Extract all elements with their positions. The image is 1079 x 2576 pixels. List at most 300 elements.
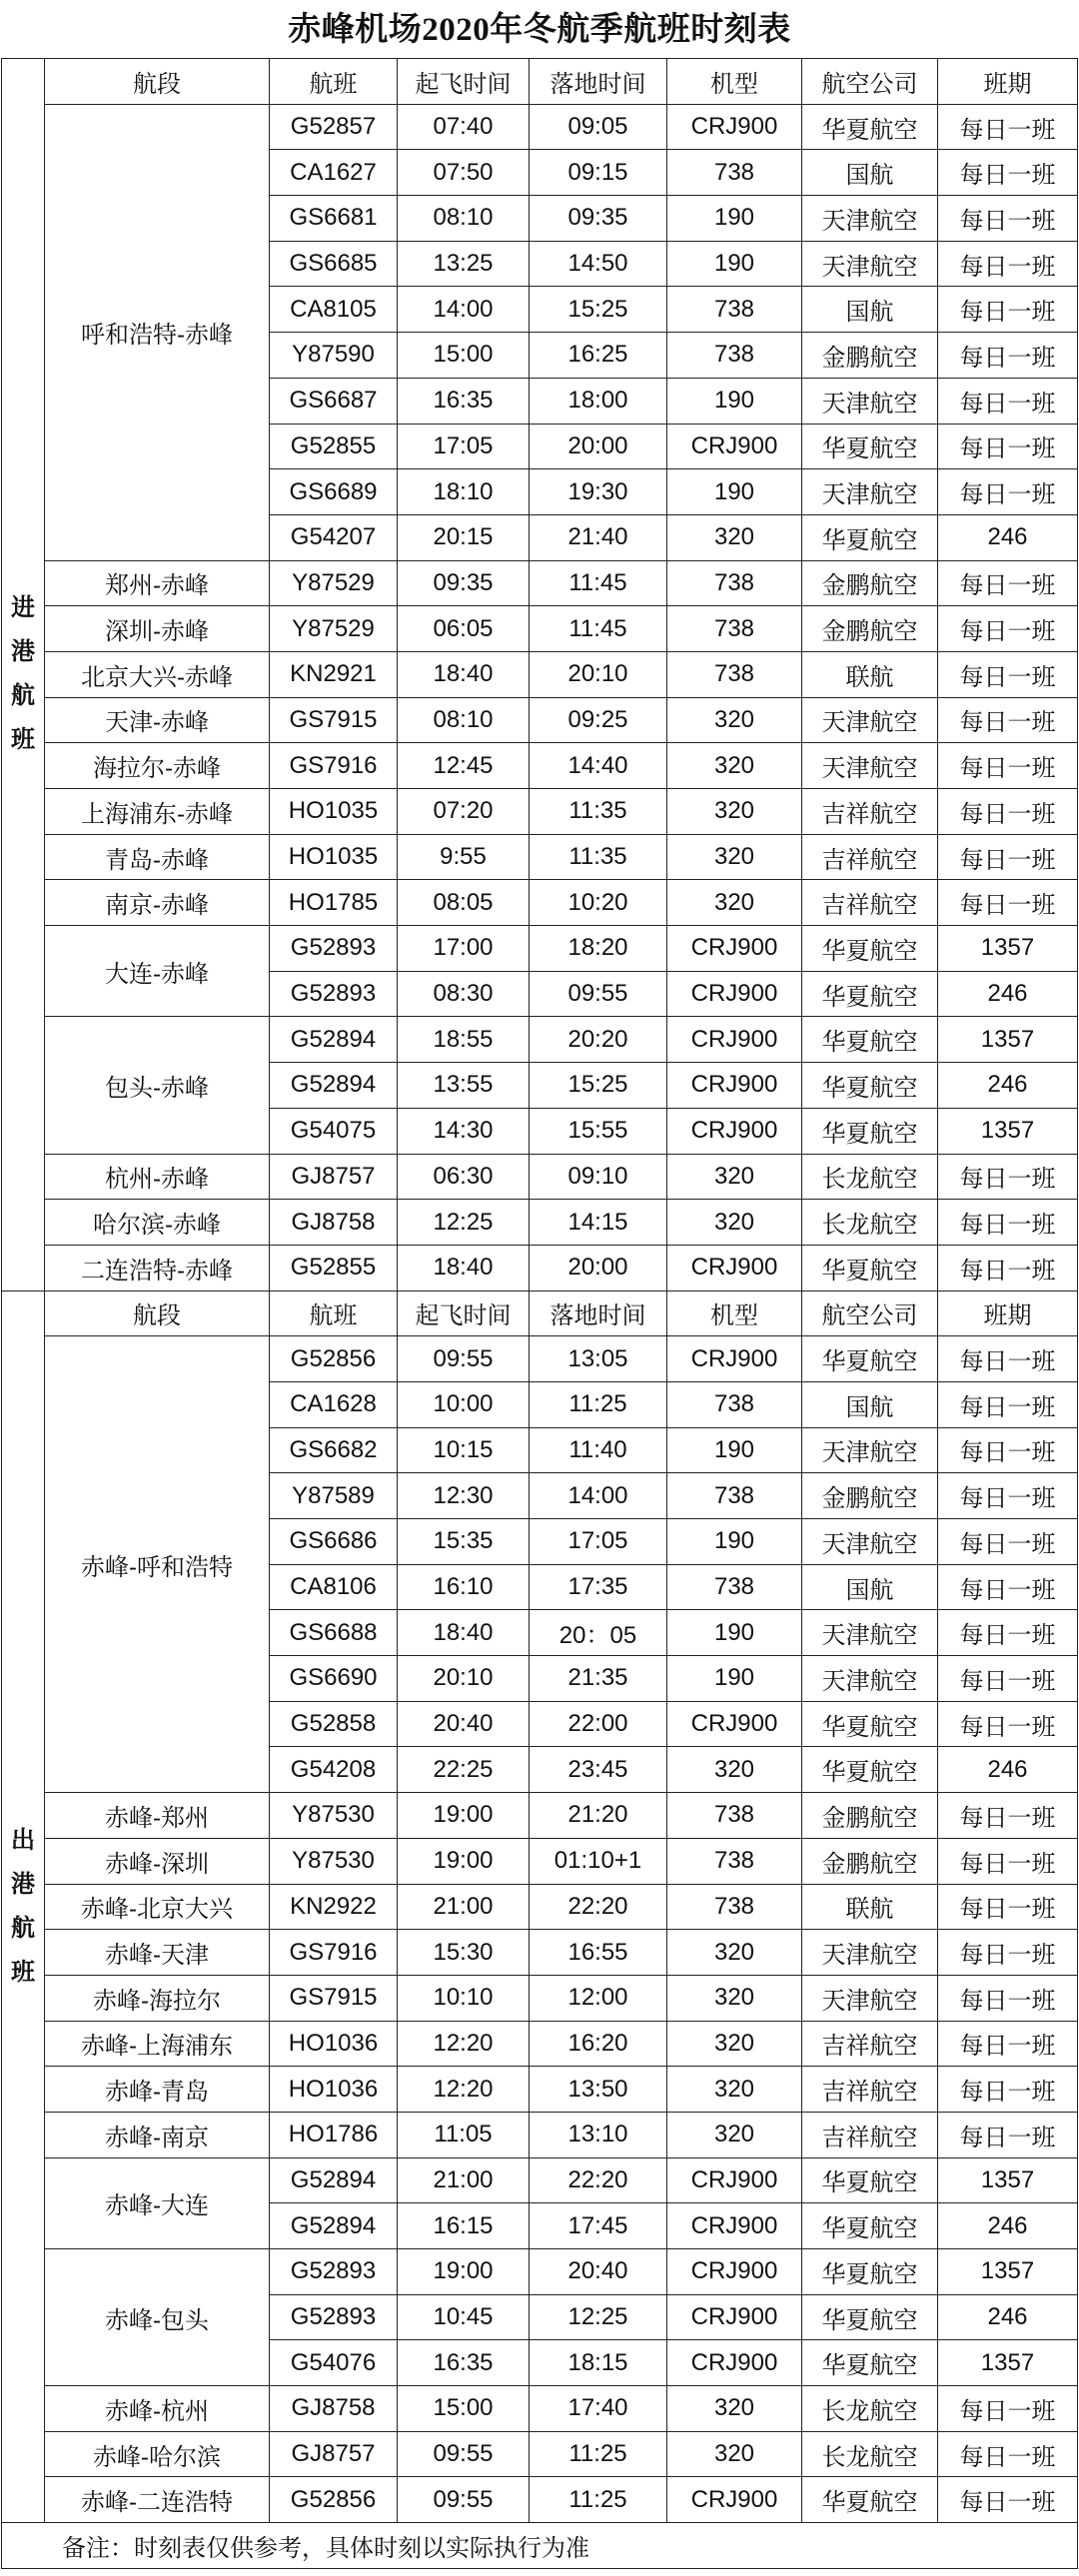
route-cell: 赤峰-北京大兴 (45, 1885, 270, 1931)
column-header: 航段 (45, 59, 270, 105)
arrival-time-cell: 01:10+1 (530, 1839, 667, 1885)
aircraft-type-cell: CRJ900 (667, 1246, 802, 1291)
schedule-cell: 每日一班 (938, 2113, 1078, 2158)
airline-cell: 吉祥航空 (802, 2113, 938, 2158)
airline-cell: 华夏航空 (802, 1747, 938, 1793)
departure-time-cell: 17:05 (398, 425, 530, 470)
airline-cell: 金鹏航空 (802, 333, 938, 379)
route-cell: 赤峰-哈尔滨 (45, 2432, 270, 2478)
schedule-cell: 每日一班 (938, 196, 1078, 242)
airline-cell: 华夏航空 (802, 2249, 938, 2295)
arrival-time-cell: 20:40 (530, 2249, 667, 2295)
aircraft-type-cell: 320 (667, 2432, 802, 2478)
aircraft-type-cell: 738 (667, 652, 802, 698)
aircraft-type-cell: 738 (667, 1382, 802, 1428)
route-cell: 赤峰-天津 (45, 1930, 270, 1976)
flight-number-cell: G52894 (270, 1017, 398, 1063)
route-cell: 郑州-赤峰 (45, 561, 270, 607)
airline-cell: 华夏航空 (802, 2158, 938, 2204)
departure-time-cell: 16:15 (398, 2203, 530, 2249)
aircraft-type-cell: 320 (667, 789, 802, 835)
flight-number-cell: G52857 (270, 105, 398, 151)
aircraft-type-cell: CRJ900 (667, 1017, 802, 1063)
departure-time-cell: 13:25 (398, 242, 530, 288)
departure-time-cell: 18:40 (398, 1246, 530, 1291)
departure-time-cell: 22:25 (398, 1747, 530, 1793)
schedule-cell: 1357 (938, 1109, 1078, 1155)
flight-number-cell: G52856 (270, 1336, 398, 1382)
route-cell: 南京-赤峰 (45, 880, 270, 926)
departure-time-cell: 16:35 (398, 2340, 530, 2386)
departure-time-cell: 12:20 (398, 2022, 530, 2068)
departure-time-cell: 19:00 (398, 2249, 530, 2295)
flight-number-cell: Y87589 (270, 1473, 398, 1519)
airline-cell: 吉祥航空 (802, 789, 938, 835)
airline-cell: 华夏航空 (802, 2203, 938, 2249)
flight-number-cell: GS6690 (270, 1656, 398, 1702)
schedule-cell: 每日一班 (938, 425, 1078, 470)
airline-cell: 天津航空 (802, 469, 938, 515)
departure-time-cell: 08:10 (398, 196, 530, 242)
aircraft-type-cell: CRJ900 (667, 2249, 802, 2295)
arrival-time-cell: 13:50 (530, 2067, 667, 2113)
schedule-cell: 每日一班 (938, 652, 1078, 698)
schedule-cell: 每日一班 (938, 561, 1078, 607)
schedule-cell: 每日一班 (938, 2432, 1078, 2478)
departure-time-cell: 07:40 (398, 105, 530, 151)
route-cell: 包头-赤峰 (45, 1017, 270, 1154)
aircraft-type-cell: CRJ900 (667, 2340, 802, 2386)
route-cell: 上海浦东-赤峰 (45, 789, 270, 835)
aircraft-type-cell: CRJ900 (667, 1109, 802, 1155)
departure-time-cell: 18:40 (398, 1610, 530, 1656)
departure-time-cell: 09:35 (398, 561, 530, 607)
airline-cell: 华夏航空 (802, 1336, 938, 1382)
flight-number-cell: G52894 (270, 2203, 398, 2249)
flight-number-cell: HO1786 (270, 2113, 398, 2158)
aircraft-type-cell: CRJ900 (667, 425, 802, 470)
arrival-time-cell: 09:15 (530, 150, 667, 196)
route-cell: 赤峰-杭州 (45, 2386, 270, 2432)
aircraft-type-cell: 320 (667, 1930, 802, 1976)
column-header: 机型 (667, 59, 802, 105)
arrival-time-cell: 09:35 (530, 196, 667, 242)
aircraft-type-cell: 320 (667, 2113, 802, 2158)
departure-time-cell: 18:10 (398, 469, 530, 515)
airline-cell: 华夏航空 (802, 972, 938, 1018)
aircraft-type-cell: 190 (667, 1428, 802, 1474)
aircraft-type-cell: 320 (667, 2067, 802, 2113)
arrival-time-cell: 20:00 (530, 1246, 667, 1291)
departure-time-cell: 15:00 (398, 2386, 530, 2432)
arrival-time-cell: 13:05 (530, 1336, 667, 1382)
schedule-cell: 每日一班 (938, 150, 1078, 196)
aircraft-type-cell: CRJ900 (667, 2295, 802, 2341)
departure-time-cell: 16:35 (398, 379, 530, 425)
airline-cell: 华夏航空 (802, 515, 938, 561)
schedule-cell: 246 (938, 2295, 1078, 2341)
arrival-time-cell: 17:40 (530, 2386, 667, 2432)
section-label-text: 进港航班 (11, 594, 35, 754)
flight-number-cell: Y87590 (270, 333, 398, 379)
schedule-cell: 每日一班 (938, 242, 1078, 288)
schedule-cell: 246 (938, 515, 1078, 561)
schedule-cell: 246 (938, 972, 1078, 1018)
aircraft-type-cell: 738 (667, 1839, 802, 1885)
aircraft-type-cell: 738 (667, 1473, 802, 1519)
arrival-time-cell: 21:40 (530, 515, 667, 561)
flight-number-cell: GJ8757 (270, 1155, 398, 1201)
flight-number-cell: GJ8758 (270, 2386, 398, 2432)
schedule-cell: 1357 (938, 2249, 1078, 2295)
aircraft-type-cell: 190 (667, 1610, 802, 1656)
departure-time-cell: 21:00 (398, 2158, 530, 2204)
schedule-cell: 每日一班 (938, 789, 1078, 835)
departure-time-cell: 07:50 (398, 150, 530, 196)
departure-time-cell: 9:55 (398, 835, 530, 881)
airline-cell: 吉祥航空 (802, 2022, 938, 2068)
departure-time-cell: 21:00 (398, 1885, 530, 1931)
schedule-cell: 每日一班 (938, 1336, 1078, 1382)
departure-time-cell: 20:15 (398, 515, 530, 561)
schedule-cell: 每日一班 (938, 1473, 1078, 1519)
route-cell: 赤峰-二连浩特 (45, 2477, 270, 2523)
column-header: 航空公司 (802, 59, 938, 105)
route-cell: 赤峰-海拉尔 (45, 1976, 270, 2022)
aircraft-type-cell: 320 (667, 1200, 802, 1246)
flight-number-cell: Y87529 (270, 561, 398, 607)
schedule-cell: 每日一班 (938, 880, 1078, 926)
airline-cell: 国航 (802, 150, 938, 196)
aircraft-type-cell: CRJ900 (667, 926, 802, 972)
departure-time-cell: 12:20 (398, 2067, 530, 2113)
flight-number-cell: GS6681 (270, 196, 398, 242)
aircraft-type-cell: CRJ900 (667, 2203, 802, 2249)
airline-cell: 天津航空 (802, 698, 938, 744)
flight-timetable (1, 58, 1078, 2569)
departure-time-cell: 08:05 (398, 880, 530, 926)
schedule-cell: 246 (938, 1747, 1078, 1793)
airline-cell: 天津航空 (802, 196, 938, 242)
aircraft-type-cell: 738 (667, 287, 802, 333)
arrival-time-cell: 19:30 (530, 469, 667, 515)
arrival-time-cell: 12:00 (530, 1976, 667, 2022)
departure-time-cell: 06:05 (398, 606, 530, 652)
flight-number-cell: G52856 (270, 2477, 398, 2523)
schedule-cell: 每日一班 (938, 2022, 1078, 2068)
departure-time-cell: 12:45 (398, 743, 530, 789)
outbound-section-label (2, 1291, 45, 2524)
departure-time-cell: 16:10 (398, 1565, 530, 1611)
arrival-time-cell: 09:05 (530, 105, 667, 151)
schedule-cell: 246 (938, 1063, 1078, 1109)
column-header: 航班 (270, 1291, 398, 1337)
route-cell: 赤峰-大连 (45, 2158, 270, 2249)
flight-number-cell: CA8105 (270, 287, 398, 333)
departure-time-cell: 14:00 (398, 287, 530, 333)
schedule-cell: 每日一班 (938, 1565, 1078, 1611)
arrival-time-cell: 14:40 (530, 743, 667, 789)
departure-time-cell: 19:00 (398, 1793, 530, 1839)
airline-cell: 天津航空 (802, 1656, 938, 1702)
aircraft-type-cell: 738 (667, 150, 802, 196)
flight-number-cell: G52894 (270, 1063, 398, 1109)
airline-cell: 华夏航空 (802, 2295, 938, 2341)
departure-time-cell: 06:30 (398, 1155, 530, 1201)
departure-time-cell: 17:00 (398, 926, 530, 972)
flight-number-cell: G52855 (270, 425, 398, 470)
departure-time-cell: 10:10 (398, 1976, 530, 2022)
aircraft-type-cell: 320 (667, 1976, 802, 2022)
airline-cell: 华夏航空 (802, 2477, 938, 2523)
airline-cell: 金鹏航空 (802, 606, 938, 652)
arrival-time-cell: 22:20 (530, 1885, 667, 1931)
departure-time-cell: 18:40 (398, 652, 530, 698)
airline-cell: 华夏航空 (802, 105, 938, 151)
departure-time-cell: 13:55 (398, 1063, 530, 1109)
column-header: 机型 (667, 1291, 802, 1337)
departure-time-cell: 15:30 (398, 1930, 530, 1976)
schedule-cell: 每日一班 (938, 1839, 1078, 1885)
aircraft-type-cell: 190 (667, 469, 802, 515)
departure-time-cell: 10:45 (398, 2295, 530, 2341)
airline-cell: 国航 (802, 1565, 938, 1611)
flight-number-cell: KN2921 (270, 652, 398, 698)
departure-time-cell: 10:00 (398, 1382, 530, 1428)
departure-time-cell: 12:25 (398, 1200, 530, 1246)
airline-cell: 国航 (802, 287, 938, 333)
flight-number-cell: Y87530 (270, 1793, 398, 1839)
route-cell: 赤峰-深圳 (45, 1839, 270, 1885)
schedule-cell: 每日一班 (938, 287, 1078, 333)
flight-number-cell: GS7915 (270, 1976, 398, 2022)
column-header: 落地时间 (530, 59, 667, 105)
arrival-time-cell: 20:10 (530, 652, 667, 698)
arrival-time-cell: 09:55 (530, 972, 667, 1018)
departure-time-cell: 15:00 (398, 333, 530, 379)
aircraft-type-cell: CRJ900 (667, 1702, 802, 1748)
departure-time-cell: 19:00 (398, 1839, 530, 1885)
airline-cell: 华夏航空 (802, 1063, 938, 1109)
aircraft-type-cell: CRJ900 (667, 1336, 802, 1382)
flight-number-cell: GS7916 (270, 1930, 398, 1976)
airline-cell: 长龙航空 (802, 2432, 938, 2478)
schedule-cell: 每日一班 (938, 2477, 1078, 2523)
flight-number-cell: HO1035 (270, 835, 398, 881)
arrival-time-cell: 14:00 (530, 1473, 667, 1519)
aircraft-type-cell: 738 (667, 1885, 802, 1931)
departure-time-cell: 09:55 (398, 2432, 530, 2478)
departure-time-cell: 09:55 (398, 1336, 530, 1382)
schedule-cell: 每日一班 (938, 2386, 1078, 2432)
flight-number-cell: GS6685 (270, 242, 398, 288)
route-cell: 呼和浩特-赤峰 (45, 105, 270, 561)
column-header: 起飞时间 (398, 1291, 530, 1337)
schedule-cell: 246 (938, 2203, 1078, 2249)
schedule-cell: 每日一班 (938, 606, 1078, 652)
departure-time-cell: 10:15 (398, 1428, 530, 1474)
flight-number-cell: KN2922 (270, 1885, 398, 1931)
flight-number-cell: HO1035 (270, 789, 398, 835)
airline-cell: 天津航空 (802, 1610, 938, 1656)
airline-cell: 华夏航空 (802, 1017, 938, 1063)
arrival-time-cell: 18:15 (530, 2340, 667, 2386)
arrival-time-cell: 17:05 (530, 1519, 667, 1565)
route-cell: 赤峰-南京 (45, 2113, 270, 2158)
arrival-time-cell: 12:25 (530, 2295, 667, 2341)
aircraft-type-cell: 320 (667, 698, 802, 744)
airline-cell: 华夏航空 (802, 2340, 938, 2386)
departure-time-cell: 09:55 (398, 2477, 530, 2523)
schedule-cell: 每日一班 (938, 1200, 1078, 1246)
schedule-cell: 1357 (938, 2340, 1078, 2386)
airline-cell: 金鹏航空 (802, 1839, 938, 1885)
flight-number-cell: G52893 (270, 2249, 398, 2295)
aircraft-type-cell: 320 (667, 880, 802, 926)
departure-time-cell: 07:20 (398, 789, 530, 835)
arrival-time-cell: 21:20 (530, 1793, 667, 1839)
column-header: 班期 (938, 1291, 1078, 1337)
arrival-time-cell: 11:45 (530, 606, 667, 652)
flight-number-cell: GS6689 (270, 469, 398, 515)
airline-cell: 天津航空 (802, 1519, 938, 1565)
column-header: 航段 (45, 1291, 270, 1337)
arrival-time-cell: 09:10 (530, 1155, 667, 1201)
route-cell: 海拉尔-赤峰 (45, 743, 270, 789)
arrival-time-cell: 16:55 (530, 1930, 667, 1976)
airline-cell: 华夏航空 (802, 926, 938, 972)
arrival-time-cell: 11:35 (530, 789, 667, 835)
flight-number-cell: CA1627 (270, 150, 398, 196)
departure-time-cell: 20:10 (398, 1656, 530, 1702)
airline-cell: 天津航空 (802, 1930, 938, 1976)
aircraft-type-cell: 738 (667, 561, 802, 607)
schedule-cell: 每日一班 (938, 698, 1078, 744)
flight-number-cell: G54208 (270, 1747, 398, 1793)
flight-number-cell: CA8106 (270, 1565, 398, 1611)
flight-number-cell: G54076 (270, 2340, 398, 2386)
route-cell: 深圳-赤峰 (45, 606, 270, 652)
flight-number-cell: GS7915 (270, 698, 398, 744)
aircraft-type-cell: 320 (667, 1747, 802, 1793)
arrival-time-cell: 18:20 (530, 926, 667, 972)
arrival-time-cell: 20:20 (530, 1017, 667, 1063)
departure-time-cell: 15:35 (398, 1519, 530, 1565)
schedule-cell: 每日一班 (938, 379, 1078, 425)
schedule-cell: 每日一班 (938, 2067, 1078, 2113)
aircraft-type-cell: 320 (667, 835, 802, 881)
schedule-cell: 每日一班 (938, 1885, 1078, 1931)
flight-number-cell: G52893 (270, 2295, 398, 2341)
arrival-time-cell: 22:20 (530, 2158, 667, 2204)
flight-number-cell: HO1036 (270, 2022, 398, 2068)
aircraft-type-cell: 320 (667, 2022, 802, 2068)
schedule-cell: 1357 (938, 2158, 1078, 2204)
airline-cell: 金鹏航空 (802, 1473, 938, 1519)
aircraft-type-cell: 738 (667, 1793, 802, 1839)
arrival-time-cell: 11:25 (530, 2432, 667, 2478)
route-cell: 赤峰-郑州 (45, 1793, 270, 1839)
column-header: 班期 (938, 59, 1078, 105)
route-cell: 赤峰-呼和浩特 (45, 1336, 270, 1793)
airline-cell: 华夏航空 (802, 1246, 938, 1291)
aircraft-type-cell: 320 (667, 1155, 802, 1201)
flight-number-cell: G54207 (270, 515, 398, 561)
airline-cell: 吉祥航空 (802, 880, 938, 926)
departure-time-cell: 11:05 (398, 2113, 530, 2158)
footnote: 备注：时刻表仅供参考，具体时刻以实际执行为准 (2, 2523, 1078, 2569)
arrival-time-cell: 13:10 (530, 2113, 667, 2158)
arrival-time-cell: 16:25 (530, 333, 667, 379)
arrival-time-cell: 20:00 (530, 425, 667, 470)
route-cell: 赤峰-包头 (45, 2249, 270, 2386)
flight-number-cell: HO1036 (270, 2067, 398, 2113)
arrival-time-cell: 14:50 (530, 242, 667, 288)
flight-number-cell: G52858 (270, 1702, 398, 1748)
airline-cell: 天津航空 (802, 1428, 938, 1474)
route-cell: 北京大兴-赤峰 (45, 652, 270, 698)
arrival-time-cell: 11:45 (530, 561, 667, 607)
airline-cell: 金鹏航空 (802, 561, 938, 607)
page-title: 赤峰机场2020年冬航季航班时刻表 (288, 12, 791, 48)
flight-number-cell: G52893 (270, 972, 398, 1018)
flight-number-cell: G52855 (270, 1246, 398, 1291)
column-header: 航班 (270, 59, 398, 105)
flight-number-cell: HO1785 (270, 880, 398, 926)
arrival-time-cell: 21:35 (530, 1656, 667, 1702)
route-cell: 赤峰-青岛 (45, 2067, 270, 2113)
schedule-cell: 每日一班 (938, 1246, 1078, 1291)
flight-number-cell: Y87530 (270, 1839, 398, 1885)
schedule-cell: 每日一班 (938, 835, 1078, 881)
column-header: 起飞时间 (398, 59, 530, 105)
aircraft-type-cell: 320 (667, 743, 802, 789)
departure-time-cell: 08:30 (398, 972, 530, 1018)
arrival-time-cell: 11:40 (530, 1428, 667, 1474)
departure-time-cell: 14:30 (398, 1109, 530, 1155)
aircraft-type-cell: CRJ900 (667, 2477, 802, 2523)
section-label-text: 出港航班 (11, 1826, 35, 1986)
airline-cell: 长龙航空 (802, 1155, 938, 1201)
arrival-time-cell: 22:00 (530, 1702, 667, 1748)
departure-time-cell: 12:30 (398, 1473, 530, 1519)
aircraft-type-cell: 190 (667, 379, 802, 425)
flight-number-cell: Y87529 (270, 606, 398, 652)
flight-number-cell: G52894 (270, 2158, 398, 2204)
schedule-cell: 每日一班 (938, 1519, 1078, 1565)
flight-number-cell: GS6687 (270, 379, 398, 425)
schedule-cell: 1357 (938, 1017, 1078, 1063)
aircraft-type-cell: CRJ900 (667, 105, 802, 151)
departure-time-cell: 18:55 (398, 1017, 530, 1063)
schedule-cell: 每日一班 (938, 1610, 1078, 1656)
flight-number-cell: GS6688 (270, 1610, 398, 1656)
airline-cell: 天津航空 (802, 379, 938, 425)
route-cell: 杭州-赤峰 (45, 1155, 270, 1201)
flight-number-cell: G52893 (270, 926, 398, 972)
schedule-cell: 每日一班 (938, 1382, 1078, 1428)
arrival-time-cell: 14:15 (530, 1200, 667, 1246)
aircraft-type-cell: CRJ900 (667, 2158, 802, 2204)
schedule-cell: 每日一班 (938, 1428, 1078, 1474)
arrival-time-cell: 16:20 (530, 2022, 667, 2068)
route-cell: 哈尔滨-赤峰 (45, 1200, 270, 1246)
airline-cell: 吉祥航空 (802, 2067, 938, 2113)
column-header: 航空公司 (802, 1291, 938, 1337)
arrival-time-cell: 15:25 (530, 1063, 667, 1109)
flight-number-cell: GJ8757 (270, 2432, 398, 2478)
arrival-time-cell: 23:45 (530, 1747, 667, 1793)
